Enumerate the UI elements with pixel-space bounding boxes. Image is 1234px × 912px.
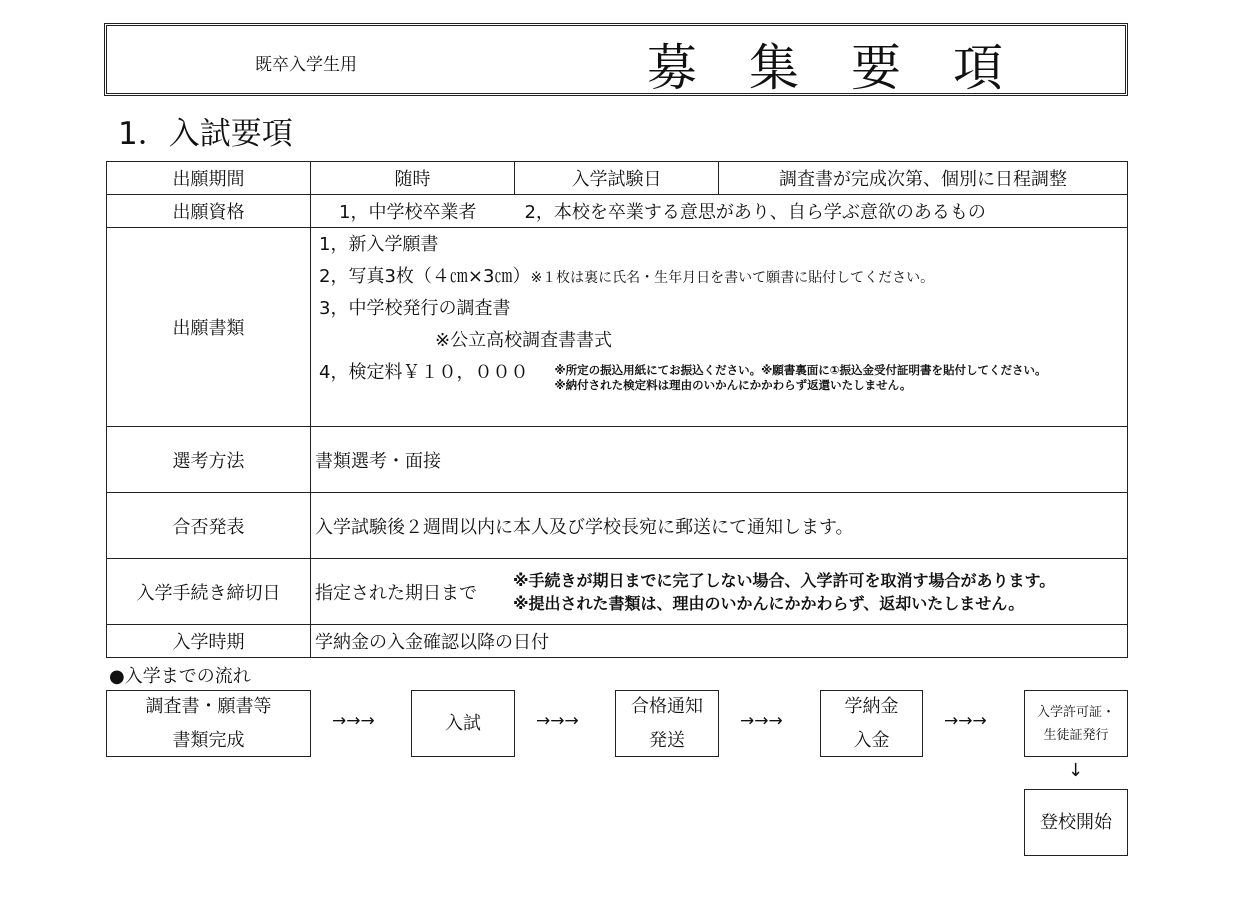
- result-value: 入学試験後２週間以内に本人及び学校長宛に郵送にて通知します。: [311, 493, 1128, 559]
- document-item: 3，中学校発行の調査書: [319, 298, 511, 319]
- document-item: [311, 261, 1127, 293]
- documents-label: 出願書類: [107, 228, 311, 427]
- flow-label: ●入学までの流れ: [109, 666, 251, 687]
- flow-step-text: 発送: [649, 729, 685, 751]
- section-heading: 1．入試要項: [118, 116, 293, 152]
- document-item-fee: [311, 357, 1127, 393]
- flow-step-permit: [1024, 690, 1128, 757]
- flow-step-documents: [106, 690, 311, 757]
- flow-step-exam: [411, 690, 515, 757]
- period-value: 随時: [311, 162, 515, 195]
- header-box: [104, 23, 1128, 96]
- table-row: [107, 195, 1128, 228]
- table-row: [107, 162, 1128, 195]
- table-row: [107, 228, 1128, 427]
- result-label: 合否発表: [107, 493, 311, 559]
- timing-label: 入学時期: [107, 625, 311, 658]
- requirements-table: [106, 161, 1128, 658]
- flow-down-arrow: ↓: [1068, 760, 1084, 781]
- document-note: ※公立高校調査書書式: [435, 330, 613, 351]
- procedure-value: [311, 559, 1128, 625]
- table-row: [107, 559, 1128, 625]
- procedure-label: 入学手続き締切日: [107, 559, 311, 625]
- fee-notes: [554, 363, 1046, 393]
- flow-step-text: 調査書・願書等: [145, 695, 272, 717]
- table-row: [107, 493, 1128, 559]
- flow-step-notice: [615, 690, 719, 757]
- qualification-item: 2，本校を卒業する意思があり、自ら学ぶ意欲のあるもの: [524, 202, 986, 223]
- document-item: 1，新入学願書: [319, 234, 439, 255]
- fee-note: ※納付された検定料は理由のいかんにかかわらず返還いたしません。: [554, 378, 912, 392]
- flow-step-start: [1024, 789, 1128, 856]
- fee-note: ※所定の振込用紙にてお振込ください。※願書裏面に①振込金受付証明書を貼付してください。: [554, 363, 1047, 377]
- procedure-notes: [513, 569, 1055, 615]
- flow-arrow: →→→: [332, 711, 375, 731]
- procedure-deadline: 指定された期日まで: [315, 582, 477, 604]
- flow-step-text: 書類完成: [172, 729, 245, 751]
- qualification-item: 1，中学校卒業者: [339, 202, 477, 223]
- flow-step-text: 生徒証発行: [1043, 727, 1109, 743]
- exam-date-label: 入学試験日: [515, 162, 719, 195]
- document-note: ※１枚は裏に氏名・生年月日を書いて願書に貼付してください。: [530, 270, 935, 286]
- selection-value: 書類選考・面接: [311, 427, 1128, 493]
- page-title: 募集要項: [647, 39, 1055, 97]
- flow-step-text: 入金: [853, 729, 890, 751]
- period-label: 出願期間: [107, 162, 311, 195]
- flow-arrow: →→→: [944, 711, 987, 731]
- flow-step-text: 入学許可証・: [1036, 704, 1115, 720]
- exam-date-value: 調査書が完成次第、個別に日程調整: [719, 162, 1128, 195]
- flow-step-text: 合格通知: [631, 695, 703, 717]
- procedure-note: ※提出された書類は、理由のいかんにかかわらず、返却いたしません。: [513, 593, 1025, 613]
- procedure-note: ※手続きが期日までに完了しない場合、入学許可を取消す場合があります。: [513, 570, 1056, 590]
- flow-step-payment: [820, 690, 923, 757]
- flow-step-text: 入試: [445, 712, 481, 734]
- flow-arrow: →→→: [536, 711, 579, 731]
- selection-label: 選考方法: [107, 427, 311, 493]
- flow-arrow: →→→: [740, 711, 783, 731]
- qualification-label: 出願資格: [107, 195, 311, 228]
- table-row: [107, 427, 1128, 493]
- qualification-value: [311, 195, 1128, 228]
- documents-list: [311, 228, 1128, 427]
- timing-value: 学納金の入金確認以降の日付: [311, 625, 1128, 658]
- flow-step-text: 登校開始: [1040, 811, 1112, 833]
- fee-text: 4，検定料￥１０，０００: [319, 362, 529, 383]
- table-row: [107, 625, 1128, 658]
- header-subtitle: 既卒入学生用: [255, 55, 357, 75]
- document-item-text: 2，写真3枚（４㎝×3㎝）: [319, 266, 531, 287]
- flow-step-text: 学納金: [844, 695, 899, 717]
